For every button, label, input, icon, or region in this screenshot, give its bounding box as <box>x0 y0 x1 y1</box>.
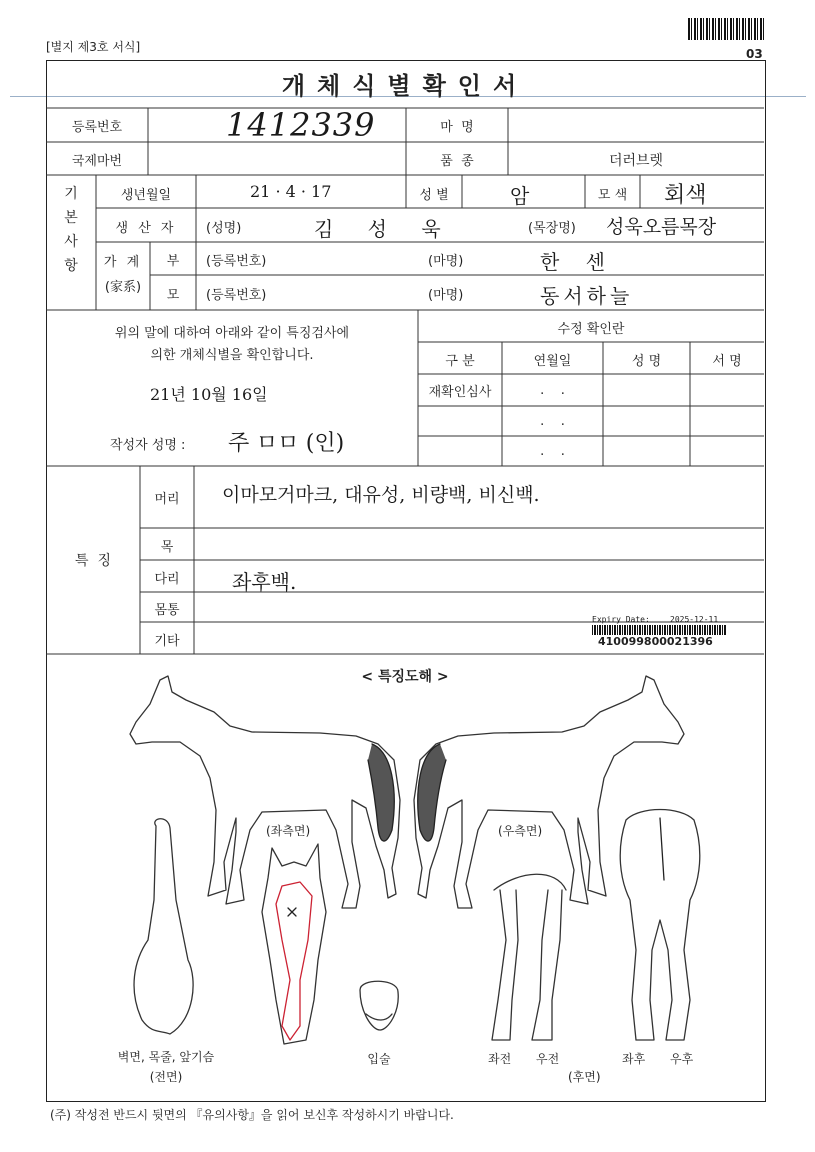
front-right-caption: 우전 <box>536 1052 560 1066</box>
feature-value-legs: 좌후백. <box>232 570 297 594</box>
feature-label-head: 머리 <box>154 492 180 507</box>
corr-col-name: 성 명 <box>631 354 662 369</box>
left-side-caption: (좌측면) <box>266 824 311 838</box>
dam-label: 모 <box>166 288 180 303</box>
producer-label: 생 산 자 <box>115 221 177 236</box>
corr-row1-label: 재확인심사 <box>428 385 492 400</box>
reg-no-label: 등록번호 <box>71 120 123 135</box>
statement-line2: 의한 개체식별을 확인합니다. <box>150 348 314 363</box>
diagram-title: < 특징도해 > <box>361 669 449 685</box>
horse-front-legs-drawing <box>492 874 566 1040</box>
form-label: [별지 제3호 서식] <box>46 40 141 54</box>
feature-label-body: 몸통 <box>154 603 180 618</box>
corr-date-2: . . <box>540 414 565 429</box>
color-value: 회색 <box>664 183 707 208</box>
barcode-number: 410099800021396 <box>598 635 713 648</box>
feature-label-other: 기타 <box>154 634 180 649</box>
horse-left-side-drawing <box>130 676 400 908</box>
breed-value: 더러브렛 <box>608 153 664 169</box>
page-number: 03 <box>746 47 763 61</box>
front-left-caption: 좌전 <box>488 1052 512 1066</box>
expiry-label: Expiry Date: <box>592 615 650 624</box>
writer-label: 작성자 성명 : <box>110 438 186 453</box>
sex-value: 암 <box>510 184 530 208</box>
color-label: 모 색 <box>597 188 628 203</box>
expiry-date: 2025-12-11 <box>670 615 719 624</box>
corr-date-1: . . <box>540 383 565 398</box>
rear-caption: (후면) <box>568 1070 601 1084</box>
producer-name-label: (성명) <box>206 221 242 236</box>
producer-name-value: 김 성 욱 <box>314 217 455 241</box>
confirm-date: 21년 10월 16일 <box>150 385 268 404</box>
document-title: 개체식별확인서 <box>281 72 529 100</box>
lips-caption: 입술 <box>367 1052 391 1066</box>
horse-name-label: 마 명 <box>440 120 474 135</box>
breed-label: 품 종 <box>440 154 474 169</box>
birth-value: 21 · 4 · 17 <box>250 182 332 201</box>
corr-col-date: 연월일 <box>533 354 572 369</box>
corr-date-3: . . <box>540 444 565 459</box>
horse-head-front-drawing <box>262 844 326 1044</box>
front-view-caption: (전면) <box>149 1070 183 1084</box>
feature-label-legs: 다리 <box>154 572 180 587</box>
statement-line1: 위의 말에 대하여 아래와 같이 특징검사에 <box>114 326 350 341</box>
family-hanja: (家系) <box>104 280 142 295</box>
dam-reg-no-label: (등록번호) <box>206 288 267 303</box>
sire-label: 부 <box>166 254 180 269</box>
horse-rear-drawing <box>620 810 700 1041</box>
dam-name-label: (마명) <box>428 288 464 303</box>
sire-reg-no-label: (등록번호) <box>206 254 267 269</box>
hind-left-caption: 좌후 <box>622 1052 646 1066</box>
intl-no-label: 국제마번 <box>71 154 123 169</box>
correction-title: 수정 확인란 <box>557 322 625 337</box>
sire-name-value: 한 센 <box>540 250 615 274</box>
writer-signature: 주 ㅁㅁ (인) <box>228 431 345 456</box>
farm-value: 성욱오름목장 <box>606 216 717 238</box>
corr-col-type: 구 분 <box>445 354 475 369</box>
feature-label-neck: 목 <box>160 540 174 555</box>
farm-label: (목장명) <box>528 221 576 236</box>
feature-value-head: 이마모거마크, 대유성, 비량백, 비신백. <box>222 484 540 506</box>
birth-label: 생년월일 <box>120 188 172 203</box>
horse-right-side-drawing <box>414 676 684 908</box>
horse-neck-front-drawing <box>134 819 193 1034</box>
features-section-label: 특 징 <box>75 553 111 569</box>
sex-label: 성 별 <box>419 188 449 203</box>
family-label: 가 계 <box>103 255 143 270</box>
sire-name-label: (마명) <box>428 254 464 269</box>
front-caption: 벽면, 목줄, 앞기슴 <box>117 1050 215 1064</box>
horse-lips-drawing <box>360 981 398 1030</box>
hind-right-caption: 우후 <box>670 1052 694 1066</box>
reg-no-value: 1412339 <box>226 106 376 144</box>
basic-section-label: 기 본 사 항 <box>64 186 78 274</box>
dam-name-value: 동서하늘 <box>540 284 634 308</box>
footer-note: (주) 작성전 반드시 뒷면의 『유의사항』을 읽어 보신후 작성하시기 바랍니다. <box>50 1108 454 1122</box>
right-side-caption: (우측면) <box>498 824 543 838</box>
corr-col-sign: 서 명 <box>712 354 742 369</box>
